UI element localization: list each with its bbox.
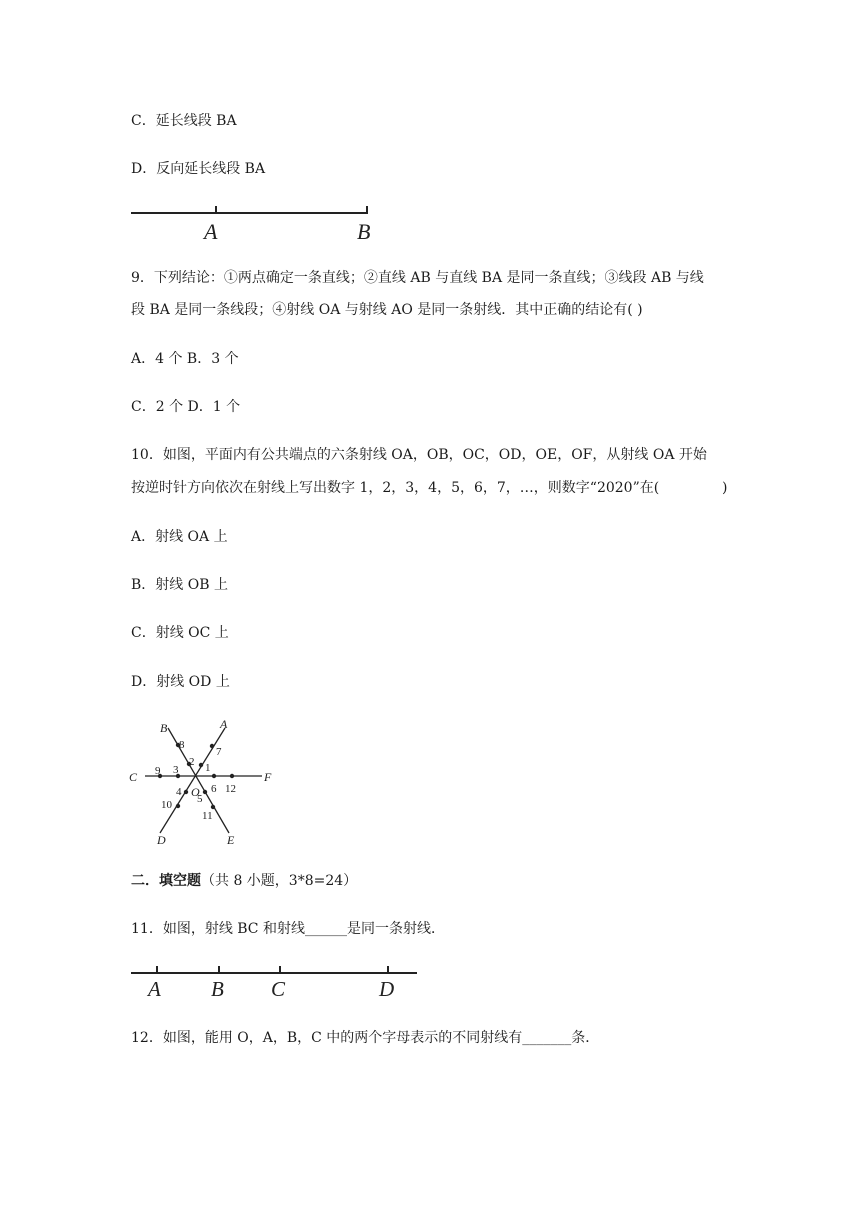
q10-stem-close-paren: ) bbox=[722, 480, 728, 496]
q11-label-d: D bbox=[379, 977, 395, 1001]
q8-option-c: C．延长线段 BA bbox=[131, 113, 237, 129]
q9-options-cd: C．2 个 D．1 个 bbox=[131, 399, 241, 415]
q10-ray-label-c: C bbox=[129, 770, 138, 784]
q10-number-7: 7 bbox=[216, 746, 222, 758]
q10-option-d: D．射线 OD 上 bbox=[131, 674, 230, 690]
q10-center-label-o: O bbox=[191, 785, 200, 799]
q11-label-c: C bbox=[271, 977, 286, 1001]
q10-option-a: A．射线 OA 上 bbox=[131, 529, 228, 545]
q10-number-9: 9 bbox=[155, 765, 161, 777]
q10-ray-label-f: F bbox=[264, 770, 272, 784]
q10-number-8: 8 bbox=[179, 739, 185, 751]
q11-stem: 11．如图，射线 BC 和射线______是同一条射线． bbox=[131, 921, 445, 937]
q10-number-1: 1 bbox=[205, 762, 211, 774]
section-note: （共 8 小题，3*8=24） bbox=[201, 873, 358, 889]
q10-stem-line2: 按逆时针方向依次在射线上写出数字 1，2，3，4，5，6，7，…，则数字“2020”在( bbox=[131, 480, 660, 496]
q10-ray-label-a: A bbox=[220, 717, 228, 731]
q10-number-4: 4 bbox=[176, 786, 182, 798]
q9-options-ab: A．4 个 B．3 个 bbox=[131, 351, 239, 367]
q9-stem-line2: 段 BA 是同一条线段；④射线 OA 与射线 AO 是同一条射线．其中正确的结论有( ) bbox=[131, 302, 643, 318]
q12-stem: 12．如图，能用 O，A，B，C 中的两个字母表示的不同射线有_______条． bbox=[131, 1030, 600, 1046]
q11-label-b: B bbox=[211, 977, 224, 1001]
q10-option-b: B．射线 OB 上 bbox=[131, 577, 228, 593]
q10-number-10: 10 bbox=[161, 799, 172, 811]
q10-number-2: 2 bbox=[189, 756, 195, 768]
q10-stem-line1: 10．如图，平面内有公共端点的六条射线 OA，OB，OC，OD，OE，OF，从射线 OA 开始 bbox=[131, 447, 707, 463]
q8-label-b: B bbox=[357, 219, 371, 244]
q10-ray-label-e: E bbox=[227, 833, 235, 847]
q10-ray-label-d: D bbox=[157, 833, 166, 847]
q11-label-a: A bbox=[148, 977, 161, 1001]
q10-number-11: 11 bbox=[202, 810, 213, 822]
q10-number-12: 12 bbox=[225, 783, 236, 795]
q10-ray-label-b: B bbox=[160, 721, 168, 735]
q10-number-3: 3 bbox=[173, 764, 179, 776]
q8-option-d: D．反向延长线段 BA bbox=[131, 161, 266, 177]
q8-label-a: A bbox=[204, 219, 218, 244]
q10-number-6: 6 bbox=[211, 783, 217, 795]
section-title: 二．填空题 bbox=[131, 873, 201, 889]
q9-stem-line1: 9．下列结论：①两点确定一条直线；②直线 AB 与直线 BA 是同一条直线；③线段 AB 与线 bbox=[131, 270, 704, 286]
q10-number-5: 5 bbox=[197, 793, 203, 805]
q10-option-c: C．射线 OC 上 bbox=[131, 625, 229, 641]
